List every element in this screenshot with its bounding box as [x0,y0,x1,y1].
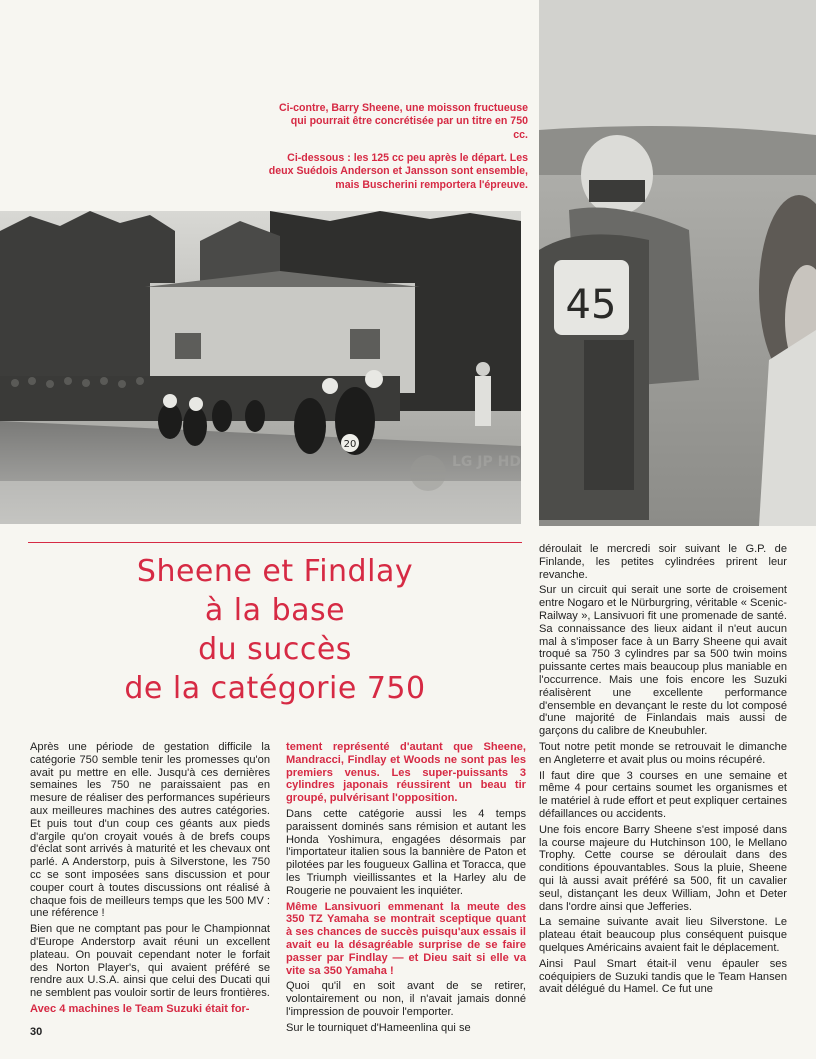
race-start-photo [0,211,521,524]
title-line-3: du succès [198,632,352,667]
title-line-4: de la catégorie 750 [124,671,426,706]
barry-sheene-photo [539,0,816,526]
photo-caption-top: Ci-contre, Barry Sheene, une moisson fructueuse qui pourrait être concrétisée par un titre en 750 cc. [278,102,528,141]
title-line-2: à la base [204,593,346,628]
highlight-paragraph: Même Lansivuori emmenant la meute des 350 TZ Yamaha se montrait sceptique quant à ses chances de succès puisqu'aux essais il avait eu la désagréable surprise de se faire passer par Findlay — et Dieu sait si elle va vite sa 350 Yamaha ! [286,900,526,977]
paragraph: Quoi qu'il en soit avant de se retirer, volontairement ou non, il n'avait jamais donné l'impression de pouvoir l'emporter. [286,980,526,1018]
paragraph: Sur un circuit qui serait une sorte de croisement entre Nogaro et le Nürburgring, véritable « Scenic-Railway », Lansivuori fit une promenade de santé. Sa connaissance des lieux aidant il n'eut aucun mal à s'imposer face à un Barry Sheene qui avait troqué sa 750 3 cylindres par sa 500 twin moins puissante certes mais beaucoup plus maniable en l'occurrence. Mais une fois encore les Suzuki réalisèrent une excellente performance d'ensemble en devançant le reste du lot composé d'une majorité de Finlandais mais aussi de garçons du calibre de Kneubuhler. [539,584,787,738]
race-bike-number: 20 [343,439,357,450]
paragraph: Dans cette catégorie aussi les 4 temps paraissent dominés sans rémision et autant les Honda Yoshimura, engagées désormais par l'importateur italien sous la bannière de Paton et pilotées par les fougueux Gallina et Toracca, que les Triumph vieillissantes et la Harley alu de Rougerie ne pouvaient les inquiéter. [286,807,526,897]
paragraph: La semaine suivante avait lieu Silverstone. Le plateau était beaucoup plus conséquent puisque quelques Américains avaient fait le déplacement. [539,916,787,954]
article-title [28,552,522,732]
paragraph: Ainsi Paul Smart était-il venu épauler ses coéquipiers de Suzuki tandis que le Team Hansen avait délégué du Hamel. Ce fut une [539,957,787,996]
highlight-paragraph: Avec 4 machines le Team Suzuki était for- [30,1002,250,1015]
paragraph: Tout notre petit monde se retrouvait le dimanche en Angleterre et avait plus ou moins récupéré. [539,740,787,766]
article-column-1 [30,741,270,1019]
article-column-3 [539,543,787,999]
paragraph: Sur le tourniquet d'Hameenlina qui se [286,1021,471,1034]
title-line-1: Sheene et Findlay [136,554,414,589]
paragraph: Il faut dire que 3 courses en une semaine et même 4 pour certains soumet les organismes et le matériel à rude effort et peut expliquer certaines défaillances ou accidents. [539,769,787,820]
rider-bike-number: 45 [565,282,617,328]
paragraph: Après une période de gestation difficile la catégorie 750 semble tenir les promesses qu'on avait pu mettre en elle. Jusqu'à ces dernières semaines les 750 ne paraissaient pas en mesure de réaliser des performances supérieurs aux meilleures machines des autres catégories. Et puis tout d'un coup ces géants aux pieds d'argile qu'on croyait voués à de brefs coups d'éclat sont arrivés à maturité et les chevaux ont parlé. A Anderstorp, puis à Silverstone, les 750 cc se sont imposées sans discussion et pour couper court à toutes discussions ont réalisé à chaque fois de meilleurs temps que les 500 MV : une référence ! [30,741,270,920]
page-number: 30 [30,1026,43,1038]
article-column-2 [286,741,526,1038]
paragraph: déroulait le mercredi soir suivant le G.P. de Finlande, les petites cylindrées prirent leur revanche. [539,543,787,581]
photo-caption-bottom: Ci-dessous : les 125 cc peu après le départ. Les deux Suédois Anderson et Jansson sont ensemble, mais Buscherini remportera l'épreuve. [268,152,528,191]
watermark-text: LG JP HD [452,454,521,470]
paragraph: Une fois encore Barry Sheene s'est imposé dans la course majeure du Hutchinson 100, le Mellano Trophy. Cette course se déroulait dans des conditions épouvantables. Sous la pluie, Sheene qui là aussi avait préféré sa 500, fit un cavalier seul, distançant les deux William, John et Deter dans l'ordre ainsi que Jefferies. [539,823,787,913]
paragraph: Bien que ne comptant pas pour le Championnat d'Europe Anderstorp avait réuni un excellent plateau. On pouvait cependant noter le forfait des Norton Player's, qui avaient préféré se rendre aux U.S.A. ainsi que celui des Ducati qui ne semblent pas vouloir sortir de leurs frontières. [30,923,270,1000]
highlight-paragraph: tement représenté d'autant que Sheene, Mandracci, Findlay et Woods ne sont pas les premiers venus. Les super-puissants 3 cylindres japonais réussirent un beau tir groupé, pulvérisant l'opposition. [286,741,526,805]
title-rule [28,542,522,543]
